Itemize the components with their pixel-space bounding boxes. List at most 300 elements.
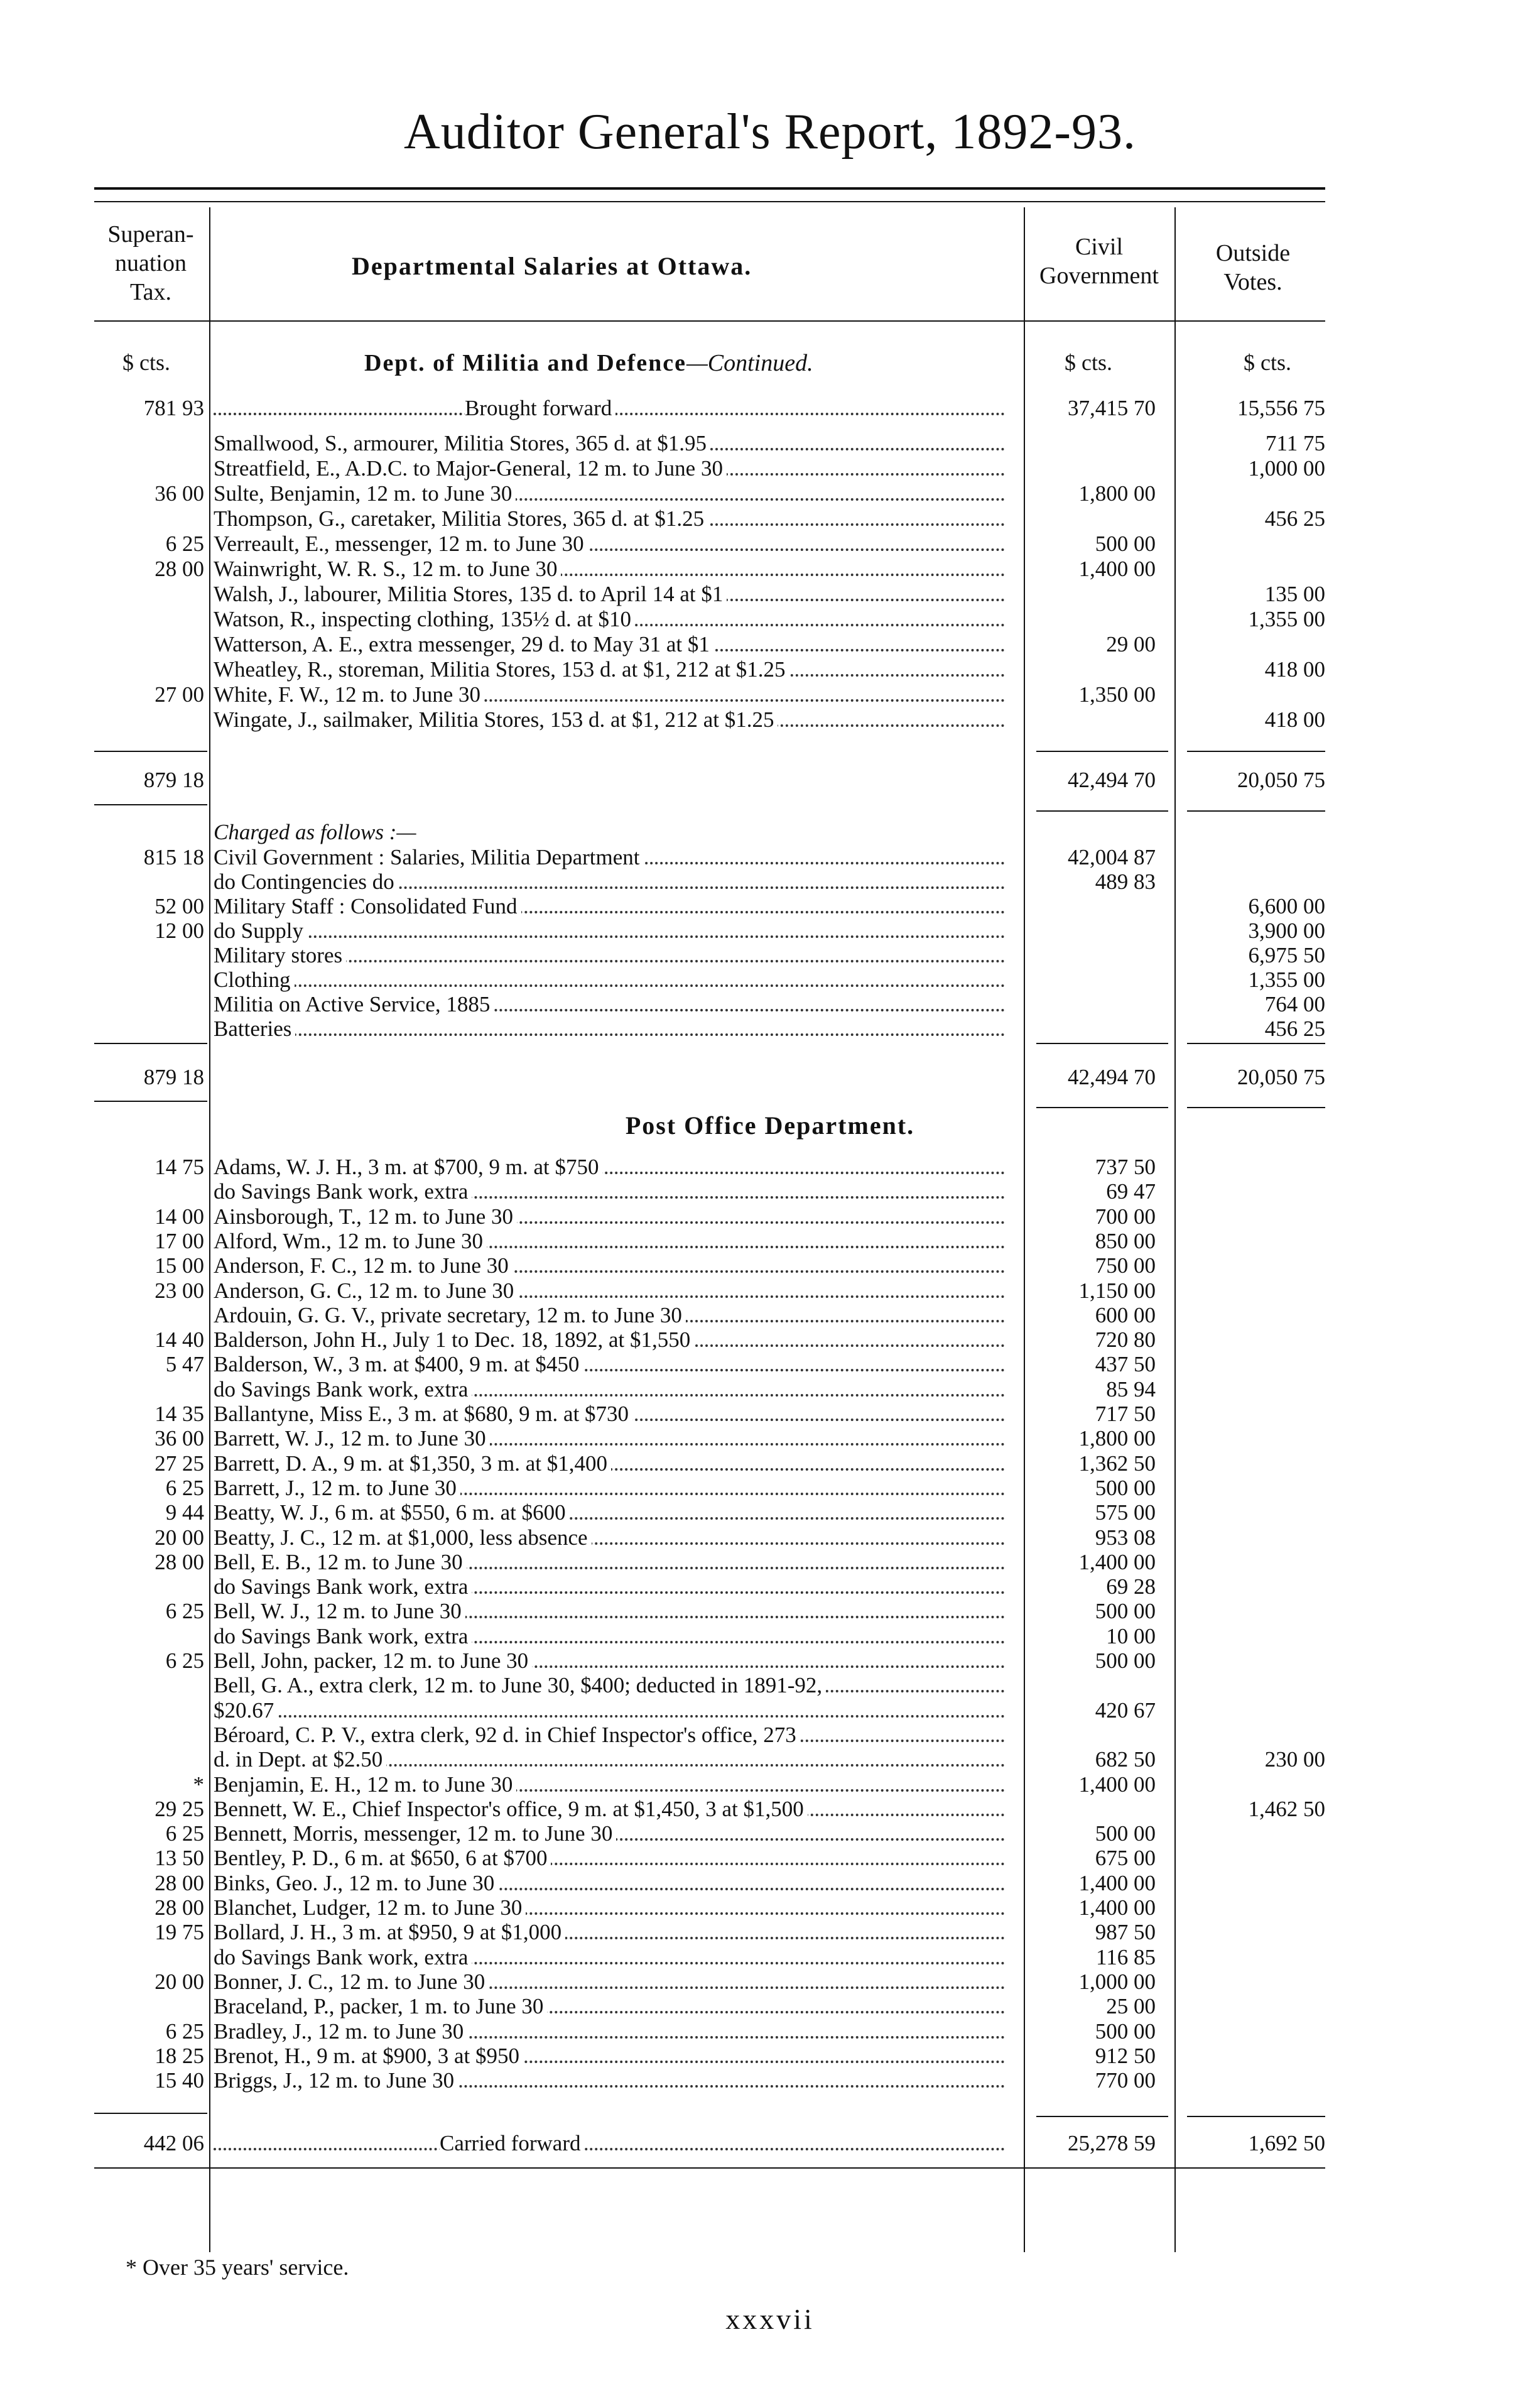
row-civil: 717 50	[1095, 1402, 1156, 1426]
row-outside: 418 00	[1264, 707, 1325, 732]
row-description-text: Bell, John, packer, 12 m. to June 30	[214, 1648, 532, 1673]
row-tax: 14 00	[155, 1204, 204, 1229]
table-row	[0, 1327, 1540, 1353]
total2-tax-rule	[94, 1043, 207, 1044]
row-outside: 1,462 50	[1248, 1796, 1325, 1821]
row-description-text: Bell, W. J., 12 m. to June 30	[214, 1599, 465, 1623]
row-description-text: Benjamin, E. H., 12 m. to June 30	[214, 1772, 516, 1797]
charged-heading: Charged as follows :—	[214, 820, 416, 844]
row-description	[214, 1846, 1011, 1871]
table-row	[0, 456, 1540, 481]
row-civil: 85 94	[1106, 1376, 1156, 1402]
table-row	[0, 1673, 1540, 1698]
row-description	[214, 531, 1011, 557]
row-description	[214, 2019, 1011, 2044]
row-description	[214, 1377, 1011, 1402]
charged-heading-row	[0, 820, 1540, 845]
row-civil: 770 00	[1095, 2068, 1156, 2093]
top-rule	[94, 187, 1325, 190]
row-description-text: Watson, R., inspecting clothing, 135½ d. at $10	[214, 607, 635, 631]
row-description-text: Ballantyne, Miss E., 3 m. at $680, 9 m. at $730	[214, 1402, 632, 1426]
header-rule	[94, 320, 1325, 322]
row-description-text: Wheatley, R., storeman, Militia Stores, 153 d. at $1, 212 at $1.25	[214, 657, 789, 682]
brought-civ: 37,415 70	[1068, 396, 1156, 420]
row-outside: 6,975 50	[1248, 943, 1325, 967]
row-description	[214, 456, 1011, 481]
row-description-text: Bell, G. A., extra clerk, 12 m. to June 30, $400; deducted in 1891-92,	[214, 1673, 826, 1697]
row-civil: 69 47	[1106, 1179, 1156, 1204]
row-civil: 750 00	[1095, 1253, 1156, 1278]
table-row	[0, 992, 1540, 1017]
row-tax: 6 25	[165, 2018, 204, 2044]
row-description	[214, 1969, 1011, 1995]
row-description	[214, 607, 1011, 632]
total2-tax-underline	[94, 1101, 207, 1102]
row-description	[214, 632, 1011, 657]
row-tax: 13 50	[155, 1846, 204, 1871]
row-description	[214, 557, 1011, 582]
table-row	[0, 1155, 1540, 1180]
row-description-text: Bollard, J. H., 3 m. at $950, 9 at $1,000	[214, 1920, 565, 1944]
row-civil: 437 50	[1095, 1352, 1156, 1377]
table-row	[0, 557, 1540, 582]
table-row	[0, 1648, 1540, 1674]
row-tax: 28 00	[155, 1895, 204, 1920]
row-description-text: do Savings Bank work, extra	[214, 1624, 472, 1648]
units-civil: $ cts.	[1065, 350, 1112, 375]
units-outside: $ cts.	[1244, 350, 1291, 375]
row-description-text: Briggs, J., 12 m. to June 30	[214, 2068, 458, 2093]
table-row	[0, 1846, 1540, 1871]
row-description	[214, 869, 1011, 895]
row-tax: 19 75	[155, 1920, 204, 1945]
brought-forward-row	[0, 396, 1540, 421]
table-row	[0, 1772, 1540, 1797]
row-description-text: Balderson, John H., July 1 to Dec. 18, 1892, at $1,550	[214, 1327, 694, 1352]
row-description-text: Civil Government : Salaries, Militia Department	[214, 845, 643, 869]
row-description-text: Anderson, G. C., 12 m. to June 30	[214, 1278, 518, 1303]
row-tax: 5 47	[165, 1352, 204, 1377]
row-outside: 1,355 00	[1248, 607, 1325, 631]
row-civil: 25 00	[1106, 1994, 1156, 2019]
row-tax: 14 75	[155, 1155, 204, 1179]
militia-heading-cont: —Continued.	[686, 350, 813, 376]
brought-out: 15,556 75	[1237, 396, 1325, 420]
row-civil: 420 67	[1095, 1697, 1156, 1723]
row-description-text: Bonner, J. C., 12 m. to June 30	[214, 1969, 489, 1994]
table-row	[0, 1303, 1540, 1328]
row-civil: 1,400 00	[1078, 1549, 1156, 1574]
row-description	[214, 657, 1011, 682]
row-description-text: do Contingencies do	[214, 869, 398, 894]
row-tax: 15 40	[155, 2068, 204, 2093]
table-row	[0, 1624, 1540, 1649]
total1-out: 20,050 75	[1237, 768, 1325, 792]
table-row	[0, 1451, 1540, 1476]
table-row	[0, 2068, 1540, 2093]
row-description	[214, 1327, 1011, 1353]
table-row	[0, 1747, 1540, 1772]
row-description	[214, 481, 1011, 506]
row-description	[214, 1574, 1011, 1599]
militia-heading	[364, 349, 813, 377]
row-tax: 23 00	[155, 1278, 204, 1303]
row-civil: 500 00	[1095, 2018, 1156, 2044]
row-description	[214, 992, 1011, 1017]
row-description-text: Barrett, W. J., 12 m. to June 30	[214, 1426, 490, 1451]
table-row	[0, 481, 1540, 506]
table-row	[0, 506, 1540, 531]
row-description	[214, 1500, 1011, 1525]
row-description-text: Clothing	[214, 967, 295, 992]
row-description-text: Béroard, C. P. V., extra clerk, 92 d. in Chief Inspector's office, 273	[214, 1723, 800, 1747]
row-civil: 489 83	[1095, 869, 1156, 894]
row-description	[214, 1204, 1011, 1229]
carried-desc	[214, 2131, 1011, 2156]
row-description	[214, 1402, 1011, 1427]
row-civil: 1,800 00	[1078, 481, 1156, 506]
total1-tax-rule	[94, 751, 207, 752]
row-tax: 6 25	[165, 1599, 204, 1624]
row-description	[214, 1278, 1011, 1304]
row-description-text: Thompson, G., caretaker, Militia Stores, 365 d. at $1.25	[214, 506, 708, 531]
table-row	[0, 1920, 1540, 1945]
row-description	[214, 1797, 1011, 1822]
table-row	[0, 582, 1540, 607]
table-row	[0, 632, 1540, 657]
table-row	[0, 1204, 1540, 1229]
row-civil: 737 50	[1095, 1155, 1156, 1179]
row-civil: 116 85	[1096, 1944, 1156, 1969]
header-outside: Outside Votes.	[1215, 240, 1291, 295]
row-description-text: Binks, Geo. J., 12 m. to June 30	[214, 1871, 498, 1895]
row-civil: 500 00	[1095, 1648, 1156, 1673]
carried-tax-rule	[94, 2113, 207, 2114]
table-row	[0, 1402, 1540, 1427]
carried-tax: 442 06	[143, 2131, 204, 2155]
header-dept: Departmental Salaries at Ottawa.	[352, 252, 752, 280]
row-description-text: Walsh, J., labourer, Militia Stores, 135 d. to April 14 at $1	[214, 582, 727, 606]
row-civil: 10 00	[1106, 1623, 1156, 1648]
row-civil: 1,350 00	[1078, 682, 1156, 707]
row-tax: 14 40	[155, 1327, 204, 1353]
row-description	[214, 431, 1011, 456]
row-civil: 1,400 00	[1078, 557, 1156, 581]
row-description	[214, 845, 1011, 870]
total2-civ-underline	[1036, 1107, 1168, 1108]
row-civil: 1,150 00	[1078, 1278, 1156, 1303]
total1-civ-rule	[1036, 751, 1168, 752]
row-description-text: do Savings Bank work, extra	[214, 1574, 472, 1599]
row-description-text: Barrett, J., 12 m. to June 30	[214, 1476, 460, 1500]
row-tax: 15 00	[155, 1253, 204, 1278]
table-row	[0, 1278, 1540, 1304]
table-row	[0, 918, 1540, 944]
row-tax: 6 25	[165, 531, 204, 556]
table-row	[0, 1945, 1540, 1970]
row-description	[214, 707, 1011, 733]
total2-out-rule	[1187, 1043, 1325, 1044]
row-tax: 6 25	[165, 1821, 204, 1846]
row-description	[214, 1871, 1011, 1896]
table-row	[0, 1229, 1540, 1254]
row-description	[214, 1599, 1011, 1624]
table-row	[0, 531, 1540, 557]
row-civil: 850 00	[1095, 1228, 1156, 1253]
row-description-text: Military stores	[214, 943, 346, 967]
row-description	[214, 1155, 1011, 1180]
row-tax: 6 25	[165, 1648, 204, 1673]
row-description-text: Brenot, H., 9 m. at $900, 3 at $950	[214, 2044, 523, 2068]
row-tax: 815 18	[143, 845, 204, 869]
table-row	[0, 431, 1540, 456]
table-row	[0, 1016, 1540, 1042]
row-description	[214, 1426, 1011, 1451]
row-description-text: Adams, W. J. H., 3 m. at $700, 9 m. at $750	[214, 1155, 602, 1179]
table-row	[0, 1797, 1540, 1822]
row-description-text: Streatfield, E., A.D.C. to Major-General, 12 m. to June 30	[214, 456, 727, 481]
row-description	[214, 1303, 1011, 1328]
row-civil: 912 50	[1095, 2043, 1156, 2068]
total1-out-underline	[1187, 810, 1325, 812]
row-description-text: Wingate, J., sailmaker, Militia Stores, 153 d. at $1, 212 at $1.25	[214, 707, 778, 732]
row-description-text: Watterson, A. E., extra messenger, 29 d. to May 31 at $1	[214, 632, 713, 656]
table-row	[0, 682, 1540, 707]
table-row	[0, 1500, 1540, 1525]
row-description	[214, 506, 1011, 531]
row-description-text: Anderson, F. C., 12 m. to June 30	[214, 1253, 512, 1278]
row-description-text: Blanchet, Ludger, 12 m. to June 30	[214, 1895, 526, 1920]
row-tax: 6 25	[165, 1475, 204, 1500]
page-title: Auditor General's Report, 1892-93.	[404, 104, 1136, 160]
row-description	[214, 2068, 1011, 2093]
row-civil: 500 00	[1095, 1821, 1156, 1846]
row-description	[214, 967, 1011, 993]
brought-label: Brought forward	[465, 396, 615, 420]
total2-civ: 42,494 70	[1068, 1065, 1156, 1089]
row-civil: 1,800 00	[1078, 1426, 1156, 1451]
table-row	[0, 1698, 1540, 1723]
row-description	[214, 1648, 1011, 1674]
row-description	[214, 918, 1011, 944]
row-description-text: Braceland, P., packer, 1 m. to June 30	[214, 1994, 547, 2018]
table-row	[0, 1550, 1540, 1575]
carried-label: Carried forward	[440, 2131, 584, 2155]
row-description	[214, 1673, 1011, 1698]
row-civil: 675 00	[1095, 1846, 1156, 1871]
table-row	[0, 1895, 1540, 1920]
row-description	[214, 1352, 1011, 1377]
table-row	[0, 967, 1540, 993]
row-description	[214, 2044, 1011, 2069]
carried-forward-row	[0, 2131, 1540, 2156]
row-description	[214, 1229, 1011, 1254]
row-tax: 36 00	[155, 1426, 204, 1451]
row-civil: 700 00	[1095, 1204, 1156, 1229]
row-outside: 456 25	[1264, 1016, 1325, 1041]
row-description-text: Wainwright, W. R. S., 12 m. to June 30	[214, 557, 561, 581]
header-tax: Superan- nuation Tax.	[107, 221, 194, 305]
bottom-rule	[94, 2167, 1325, 2169]
header-civil: Civil Government	[1039, 234, 1159, 289]
row-outside: 6,600 00	[1248, 894, 1325, 918]
row-tax: 52 00	[155, 894, 204, 918]
row-description	[214, 1723, 1011, 1748]
row-description-text: Bradley, J., 12 m. to June 30	[214, 2019, 467, 2044]
row-tax: 27 25	[155, 1451, 204, 1476]
row-tax: 27 00	[155, 682, 204, 707]
row-civil: 953 08	[1095, 1525, 1156, 1550]
row-tax: 36 00	[155, 481, 204, 506]
row-description-text: Barrett, D. A., 9 m. at $1,350, 3 m. at $1,400	[214, 1451, 611, 1476]
row-tax: 14 35	[155, 1402, 204, 1426]
row-civil: 720 80	[1095, 1327, 1156, 1353]
table-row	[0, 1723, 1540, 1748]
total1-tax: 879 18	[143, 768, 204, 792]
row-description	[214, 582, 1011, 607]
row-description	[214, 1821, 1011, 1846]
row-outside: 1,355 00	[1248, 967, 1325, 992]
table-row	[0, 894, 1540, 919]
table-row	[0, 1476, 1540, 1501]
carried-civ: 25,278 59	[1068, 2131, 1156, 2155]
row-description-text: do Savings Bank work, extra	[214, 1179, 472, 1204]
row-outside: 764 00	[1264, 992, 1325, 1016]
table-row	[0, 1599, 1540, 1624]
carried-out-rule	[1187, 2116, 1325, 2117]
row-description-text: Ainsborough, T., 12 m. to June 30	[214, 1204, 517, 1229]
table-row	[0, 2019, 1540, 2044]
row-description-text: Bennett, W. E., Chief Inspector's office, 9 m. at $1,450, 3 at $1,500	[214, 1797, 808, 1821]
row-civil: 500 00	[1095, 1475, 1156, 1500]
row-tax: 18 25	[155, 2043, 204, 2068]
row-tax: 20 00	[155, 1525, 204, 1550]
row-description-text: Militia on Active Service, 1885	[214, 992, 494, 1016]
row-outside: 456 25	[1264, 506, 1325, 531]
row-description	[214, 1253, 1011, 1278]
row-description	[214, 1747, 1011, 1772]
table-row	[0, 1377, 1540, 1402]
top-rule-thin	[94, 201, 1325, 202]
row-civil: 1,400 00	[1078, 1895, 1156, 1920]
units-tax: $ cts.	[122, 350, 170, 375]
row-description	[214, 1920, 1011, 1945]
row-description	[214, 1476, 1011, 1501]
row-outside: 711 75	[1266, 431, 1325, 455]
table-row	[0, 1871, 1540, 1896]
row-description-text: d. in Dept. at $2.50	[214, 1747, 386, 1772]
row-tax: 9 44	[165, 1500, 204, 1525]
row-outside: 418 00	[1264, 657, 1325, 682]
total1-tax-underline	[94, 804, 207, 805]
row-description	[214, 682, 1011, 707]
row-description	[214, 1624, 1011, 1649]
total1-out-rule	[1187, 751, 1325, 752]
row-description-text: Batteries	[214, 1016, 295, 1041]
row-civil: 1,400 00	[1078, 1772, 1156, 1797]
row-civil: 500 00	[1095, 1599, 1156, 1624]
table-row	[0, 2044, 1540, 2069]
row-description	[214, 1451, 1011, 1476]
row-tax: 17 00	[155, 1228, 204, 1253]
row-civil: 600 00	[1095, 1302, 1156, 1327]
row-description-text: Bennett, Morris, messenger, 12 m. to June 30	[214, 1821, 616, 1846]
row-description-text: Bell, E. B., 12 m. to June 30	[214, 1550, 467, 1574]
total1-row	[0, 768, 1540, 793]
brought-desc	[214, 396, 1011, 421]
row-tax: 12 00	[155, 918, 204, 943]
row-description-text: Beatty, W. J., 6 m. at $550, 6 m. at $600	[214, 1500, 570, 1525]
table-row	[0, 1574, 1540, 1599]
table-row	[0, 1426, 1540, 1451]
row-civil: 42,004 87	[1068, 845, 1156, 869]
row-tax: 29 25	[155, 1796, 204, 1821]
row-tax: 28 00	[155, 1870, 204, 1895]
row-outside: 1,000 00	[1248, 456, 1325, 481]
table-row	[0, 607, 1540, 632]
row-civil: 1,400 00	[1078, 1870, 1156, 1895]
post-office-heading: Post Office Department.	[625, 1111, 915, 1140]
table-row	[0, 1821, 1540, 1846]
row-description	[214, 1179, 1011, 1204]
row-description-text: Verreault, E., messenger, 12 m. to June 30	[214, 531, 588, 556]
row-description	[214, 1994, 1011, 2019]
row-tax: 28 00	[155, 1549, 204, 1574]
row-description	[214, 894, 1011, 919]
table-row	[0, 869, 1540, 895]
row-description-text: do Savings Bank work, extra	[214, 1377, 472, 1402]
row-civil: 1,362 50	[1078, 1451, 1156, 1476]
row-description-text: Bentley, P. D., 6 m. at $650, 6 at $700	[214, 1846, 551, 1870]
table-row	[0, 1179, 1540, 1204]
row-outside: 3,900 00	[1248, 918, 1325, 943]
row-description-text: Smallwood, S., armourer, Militia Stores, 365 d. at $1.95	[214, 431, 710, 455]
row-description	[214, 1772, 1011, 1797]
row-description	[214, 943, 1011, 968]
row-civil: 575 00	[1095, 1500, 1156, 1525]
total2-row	[0, 1065, 1540, 1090]
total2-out-underline	[1187, 1107, 1325, 1108]
page-number: xxxvii	[725, 2303, 815, 2335]
row-description	[214, 1895, 1011, 1920]
table-row	[0, 1994, 1540, 2019]
total1-civ: 42,494 70	[1068, 768, 1156, 792]
row-description-text: $20.67	[214, 1698, 278, 1723]
table-row	[0, 1352, 1540, 1377]
row-tax: 20 00	[155, 1969, 204, 1994]
row-description-text: Balderson, W., 3 m. at $400, 9 m. at $450	[214, 1352, 583, 1376]
militia-heading-text: Dept. of Militia and Defence	[364, 350, 686, 376]
row-description-text: Sulte, Benjamin, 12 m. to June 30	[214, 481, 516, 506]
table-row	[0, 1253, 1540, 1278]
row-description-text: Alford, Wm., 12 m. to June 30	[214, 1229, 487, 1253]
row-tax: *	[193, 1772, 204, 1797]
table-row	[0, 845, 1540, 870]
row-description	[214, 1525, 1011, 1550]
row-outside: 230 00	[1264, 1747, 1325, 1772]
table-row	[0, 1969, 1540, 1995]
row-description	[214, 1550, 1011, 1575]
row-description-text: Military Staff : Consolidated Fund	[214, 894, 521, 918]
table-row	[0, 657, 1540, 682]
row-description	[214, 1698, 1011, 1723]
row-civil: 500 00	[1095, 531, 1156, 556]
row-civil: 682 50	[1095, 1747, 1156, 1772]
total2-civ-rule	[1036, 1043, 1168, 1044]
row-tax: 28 00	[155, 557, 204, 581]
table-row	[0, 943, 1540, 968]
row-civil: 29 00	[1106, 632, 1156, 656]
